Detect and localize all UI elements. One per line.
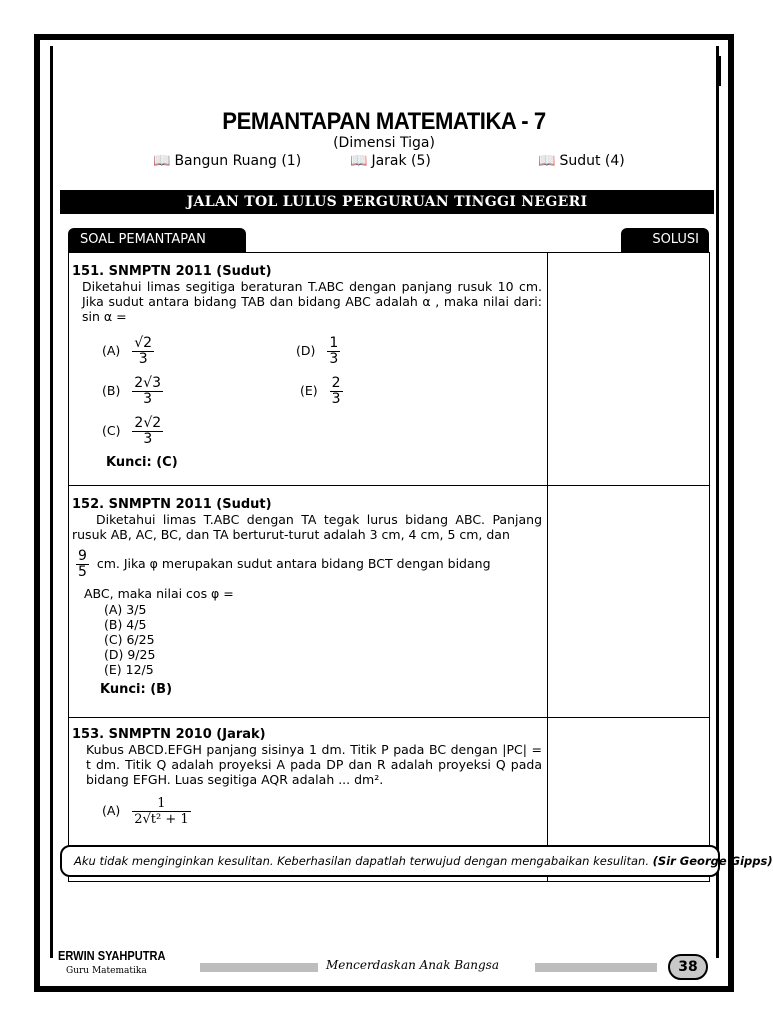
q152-options bbox=[104, 602, 155, 677]
question-151 bbox=[72, 264, 542, 324]
q152-option-b: (B) 4/5 bbox=[104, 617, 147, 632]
quote-author: (Sir George Gipps) bbox=[652, 854, 773, 868]
footer-bar-right bbox=[535, 963, 657, 972]
question-151-head: 151. SNMPTN 2011 (Sudut) bbox=[72, 264, 272, 279]
question-153-head: 153. SNMPTN 2010 (Jarak) bbox=[72, 727, 266, 742]
page-number: 38 bbox=[668, 954, 708, 980]
q151-answer-key: Kunci: (C) bbox=[106, 455, 178, 470]
q152-option-a: (A) 3/5 bbox=[104, 602, 147, 617]
q151-option-a: (A) $\frac{√2}{3}$ bbox=[102, 335, 153, 367]
question-153 bbox=[72, 727, 542, 787]
q152-answer-key: Kunci: (B) bbox=[100, 682, 173, 697]
footer-role: Guru Matematika bbox=[66, 966, 147, 976]
quote-text: Aku tidak menginginkan kesulitan. Keberhasilan dapatlah terwujud dengan mengabaikan kesulitan. bbox=[74, 854, 649, 868]
page-subtitle: (Dimensi Tiga) bbox=[333, 135, 435, 151]
book-icon: 📖 bbox=[350, 153, 368, 169]
border-tick bbox=[718, 56, 721, 86]
inner-border-left bbox=[50, 46, 53, 958]
topic-jarak: 📖 Jarak (5) bbox=[350, 153, 431, 169]
q152-text-cont: ABC, maka nilai cos φ = bbox=[84, 586, 234, 601]
row-divider bbox=[68, 485, 710, 486]
q152-option-c: (C) 6/25 bbox=[104, 632, 155, 647]
q152-fraction-line: $\frac{9}{5}$ cm. Jika φ merupakan sudut antara bidang BCT dengan bidang bbox=[78, 548, 491, 580]
topic-sudut: 📖 Sudut (4) bbox=[538, 153, 625, 169]
q152-option-d: (D) 9/25 bbox=[104, 647, 156, 662]
q151-option-c: (C) $\frac{2√2}{3}$ bbox=[102, 415, 162, 447]
topic-list bbox=[0, 153, 768, 173]
q152-option-e: (E) 12/5 bbox=[104, 662, 154, 677]
row-divider bbox=[68, 717, 710, 718]
question-152-head: 152. SNMPTN 2011 (Sudut) bbox=[72, 497, 272, 512]
inner-border-right bbox=[716, 46, 719, 958]
footer-slogan: Mencerdaskan Anak Bangsa bbox=[326, 958, 499, 972]
question-152 bbox=[72, 497, 542, 542]
question-153-text: Kubus ABCD.EFGH panjang sisinya 1 dm. Titik P pada BC dengan |PC| = t dm. Titik Q adalah proyeksi A pada DP dan R adalah proyeksi Q pada bidang EFGH. Luas segitiga AQR adalah ... dm². bbox=[86, 742, 542, 787]
book-icon: 📖 bbox=[538, 153, 556, 169]
quote-box bbox=[60, 845, 773, 877]
q151-option-b: (B) $\frac{2√3}{3}$ bbox=[102, 375, 162, 407]
footer-bar-left bbox=[200, 963, 318, 972]
solution-column-divider bbox=[547, 252, 548, 882]
topic-bangun-ruang: 📖 Bangun Ruang (1) bbox=[153, 153, 302, 169]
question-152-text: Diketahui limas T.ABC dengan TA tegak lurus bidang ABC. Panjang rusuk AB, AC, BC, dan TA berturut-turut adalah 3 cm, 4 cm, 5 cm, dan bbox=[72, 512, 542, 542]
q151-option-d: (D) $\frac{1}{3}$ bbox=[296, 335, 339, 367]
q151-option-e: (E) $\frac{2}{3}$ bbox=[300, 375, 341, 407]
tab-solusi: SOLUSI bbox=[621, 228, 709, 252]
q153-option-a: (A) $\frac{1}{\text{2√t² + 1}}$ bbox=[102, 796, 189, 827]
footer-author: ERWIN SYAHPUTRA bbox=[58, 948, 166, 963]
banner: JALAN TOL LULUS PERGURUAN TINGGI NEGERI bbox=[60, 190, 714, 214]
tab-soal-pemantapan: SOAL PEMANTAPAN bbox=[68, 228, 246, 252]
question-151-text: Diketahui limas segitiga beraturan T.ABC dengan panjang rusuk 10 cm. Jika sudut antara bidang TAB dan bidang ABC adalah α , maka nilai dari: sin α = bbox=[82, 279, 542, 324]
book-icon: 📖 bbox=[153, 153, 171, 169]
page-title: PEMANTAPAN MATEMATIKA - 7 bbox=[222, 108, 546, 135]
